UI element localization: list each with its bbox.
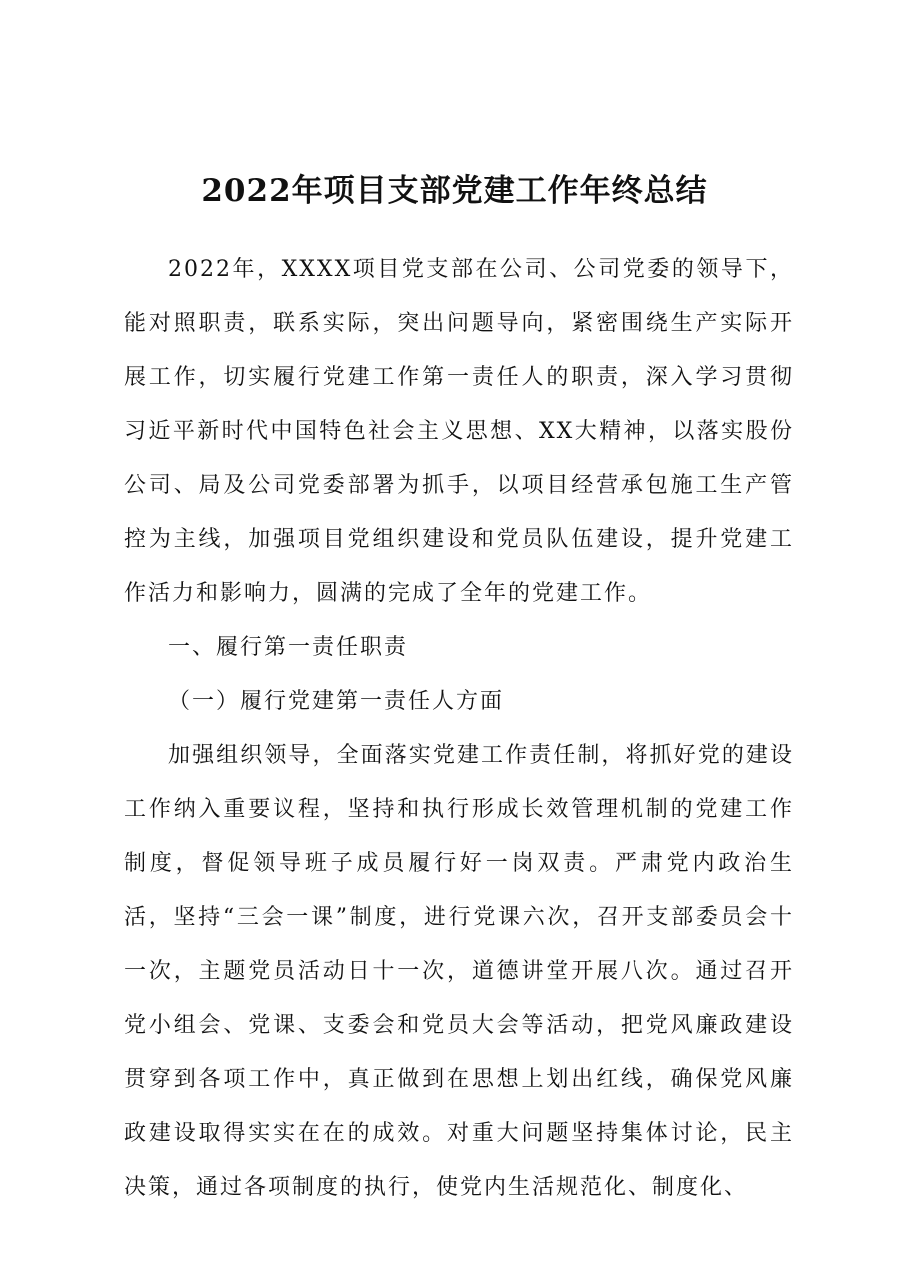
paragraph-organization: 加强组织领导，全面落实党建工作责任制，将抓好党的建设工作纳入重要议程，坚持和执行形成长效管理机制的党建工作制度，督促领导班子成员履行好一岗双责。严肃党内政治生活，坚持“三会一课”制度，进行党课六次，召开支部委员会十一次，主题党员活动日十一次，道德讲堂开展八次。通过召开党小组会、党课、支委会和党员大会等活动，把党风廉政建设贯穿到各项工作中，真正做到在思想上划出红线，确保党风廉政建设取得实实在在的成效。对重大问题坚持集体讨论，民主决策，通过各项制度的执行，使党内生活规范化、制度化、 (124, 743, 794, 1200)
paragraph-intro: 2022年，XXXX项目党支部在公司、公司党委的领导下，能对照职责，联系实际，突出问题导向，紧密围绕生产实际开展工作，切实履行党建工作第一责任人的职责，深入学习贯彻习近平新时代中国特色社会主义思想、XX大精神，以落实股份公司、局及公司党委部署为抓手，以项目经营承包施工生产管控为主线，加强项目党组织建设和党员队伍建设，提升党建工作活力和影响力，圆满的完成了全年的党建工作。 (124, 257, 794, 606)
document-title: 2022年项目支部党建工作年终总结 (201, 173, 708, 209)
section-heading-1: 一、履行第一责任职责 (168, 635, 409, 660)
document-body (124, 243, 794, 1215)
subsection-heading-1-1: （一）履行党建第一责任人方面 (168, 689, 505, 714)
